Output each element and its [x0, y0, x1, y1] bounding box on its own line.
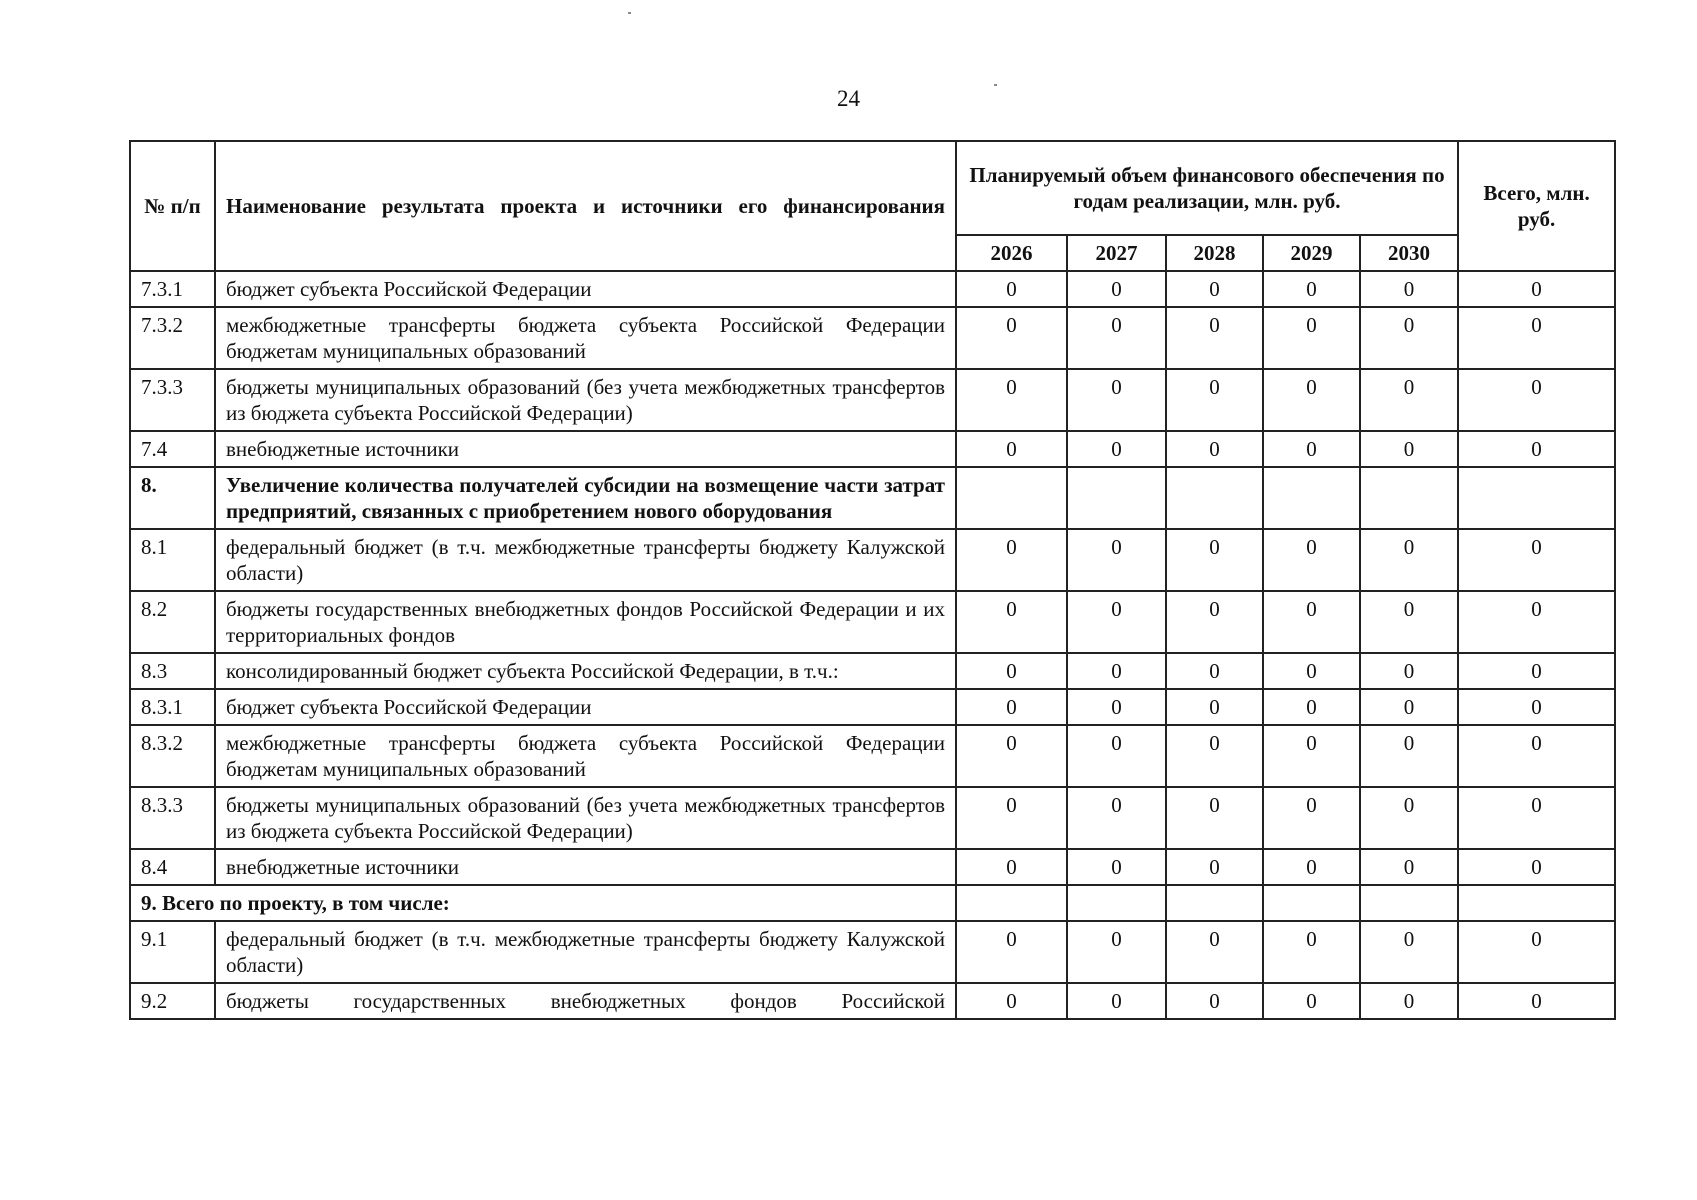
row-value: 0 [1360, 591, 1458, 653]
header-num: № п/п [130, 141, 215, 271]
row-total: 0 [1458, 653, 1615, 689]
row-value: 0 [956, 591, 1067, 653]
row-value: 0 [1166, 271, 1263, 307]
row-value: 0 [1263, 725, 1360, 787]
row-total: 0 [1458, 307, 1615, 369]
row-value: 0 [956, 725, 1067, 787]
table-row [130, 307, 1615, 369]
row-num: 8.3.2 [130, 725, 215, 787]
row-num: 8. [130, 467, 215, 529]
table-row [130, 983, 1615, 1019]
row-name: Увеличение количества получателей субсидии на возмещение части затрат предприятий, связанных с приобретением нового оборудования [215, 467, 956, 529]
row-name: внебюджетные источники [215, 849, 956, 885]
row-num: 7.3.3 [130, 369, 215, 431]
row-value: 0 [956, 983, 1067, 1019]
row-value: 0 [1067, 983, 1166, 1019]
table-row [130, 849, 1615, 885]
row-value: 0 [1067, 431, 1166, 467]
row-value: 0 [1263, 653, 1360, 689]
table-row [130, 787, 1615, 849]
row-value: 0 [1067, 653, 1166, 689]
row-value: 0 [1263, 689, 1360, 725]
row-value: 0 [1263, 271, 1360, 307]
row-total: 0 [1458, 983, 1615, 1019]
row-name: бюджеты муниципальных образований (без учета межбюджетных трансфертов из бюджета субъекта Российской Федерации) [215, 787, 956, 849]
table-row [130, 271, 1615, 307]
row-name: федеральный бюджет (в т.ч. межбюджетные трансферты бюджету Калужской области) [215, 921, 956, 983]
row-value: 0 [1166, 983, 1263, 1019]
row-value: 0 [1067, 271, 1166, 307]
row-name: бюджеты государственных внебюджетных фондов Российской Федерации и их территориальных фондов [215, 591, 956, 653]
row-value: 0 [1263, 849, 1360, 885]
row-value [1166, 885, 1263, 921]
row-value: 0 [1360, 271, 1458, 307]
row-name: межбюджетные трансферты бюджета субъекта Российской Федерации бюджетам муниципальных образований [215, 725, 956, 787]
row-num: 7.3.2 [130, 307, 215, 369]
row-value: 0 [956, 653, 1067, 689]
row-value [1067, 467, 1166, 529]
table-row [130, 369, 1615, 431]
row-total: 0 [1458, 271, 1615, 307]
row-value: 0 [1166, 849, 1263, 885]
row-value: 0 [1360, 369, 1458, 431]
row-num: 8.1 [130, 529, 215, 591]
total-row [130, 885, 1615, 921]
row-value: 0 [1166, 921, 1263, 983]
row-value: 0 [1166, 369, 1263, 431]
row-value: 0 [1360, 983, 1458, 1019]
header-year: 2028 [1166, 235, 1263, 271]
row-value: 0 [1067, 307, 1166, 369]
row-num: 8.3.1 [130, 689, 215, 725]
row-total [1458, 885, 1615, 921]
row-value [1360, 467, 1458, 529]
row-value: 0 [1166, 529, 1263, 591]
row-value: 0 [1360, 787, 1458, 849]
header-total: Всего, млн. руб. [1458, 141, 1615, 271]
row-value: 0 [1360, 725, 1458, 787]
row-num: 9.2 [130, 983, 215, 1019]
table-row [130, 689, 1615, 725]
row-value [1166, 467, 1263, 529]
row-value: 0 [1360, 307, 1458, 369]
page-number: 24 [837, 86, 860, 111]
row-value: 0 [1067, 591, 1166, 653]
row-num: 8.2 [130, 591, 215, 653]
row-num: 8.3 [130, 653, 215, 689]
row-name: федеральный бюджет (в т.ч. межбюджетные трансферты бюджету Калужской области) [215, 529, 956, 591]
row-value: 0 [1263, 787, 1360, 849]
header-year: 2027 [1067, 235, 1166, 271]
row-num: 8.4 [130, 849, 215, 885]
row-num: 9.1 [130, 921, 215, 983]
row-value: 0 [1067, 689, 1166, 725]
row-value: 0 [1263, 529, 1360, 591]
row-value: 0 [1360, 921, 1458, 983]
row-value: 0 [956, 307, 1067, 369]
table-row [130, 725, 1615, 787]
row-value: 0 [1360, 431, 1458, 467]
row-value: 0 [1067, 529, 1166, 591]
row-value: 0 [1067, 787, 1166, 849]
row-total: 0 [1458, 849, 1615, 885]
row-value [1263, 467, 1360, 529]
row-value: 0 [956, 921, 1067, 983]
row-value: 0 [1166, 591, 1263, 653]
row-value: 0 [1166, 653, 1263, 689]
row-value: 0 [1263, 983, 1360, 1019]
row-value: 0 [956, 787, 1067, 849]
row-total: 0 [1458, 921, 1615, 983]
row-num: 8.3.3 [130, 787, 215, 849]
row-total: 0 [1458, 689, 1615, 725]
row-value: 0 [956, 689, 1067, 725]
row-num: 7.4 [130, 431, 215, 467]
row-name: внебюджетные источники [215, 431, 956, 467]
row-value: 0 [956, 431, 1067, 467]
header-year: 2029 [1263, 235, 1360, 271]
row-value: 0 [1360, 689, 1458, 725]
row-value: 0 [1166, 787, 1263, 849]
row-value: 0 [1263, 369, 1360, 431]
row-total: 0 [1458, 431, 1615, 467]
table-row [130, 431, 1615, 467]
row-value: 0 [1263, 307, 1360, 369]
row-name: межбюджетные трансферты бюджета субъекта Российской Федерации бюджетам муниципальных образований [215, 307, 956, 369]
row-name: бюджеты государственных внебюджетных фондов Российской [215, 983, 956, 1019]
scan-speck [994, 84, 997, 86]
row-value: 0 [1067, 849, 1166, 885]
header-plan: Планируемый объем финансового обеспечения по годам реализации, млн. руб. [956, 141, 1458, 235]
header-name: Наименование результата проекта и источники его финансирования [215, 141, 956, 271]
row-value: 0 [1166, 431, 1263, 467]
row-total: 0 [1458, 591, 1615, 653]
row-value: 0 [1263, 591, 1360, 653]
row-value: 0 [956, 849, 1067, 885]
row-name: бюджеты муниципальных образований (без учета межбюджетных трансфертов из бюджета субъекта Российской Федерации) [215, 369, 956, 431]
row-value: 0 [1166, 689, 1263, 725]
row-total: 0 [1458, 529, 1615, 591]
row-name: бюджет субъекта Российской Федерации [215, 689, 956, 725]
row-value: 0 [1360, 529, 1458, 591]
row-value [1263, 885, 1360, 921]
row-value: 0 [956, 529, 1067, 591]
table-row [130, 921, 1615, 983]
table-row [130, 529, 1615, 591]
row-value: 0 [956, 369, 1067, 431]
row-value: 0 [1067, 725, 1166, 787]
row-total: 0 [1458, 725, 1615, 787]
scan-speck [628, 12, 631, 14]
row-name: консолидированный бюджет субъекта Российской Федерации, в т.ч.: [215, 653, 956, 689]
row-num: 7.3.1 [130, 271, 215, 307]
row-total [1458, 467, 1615, 529]
row-value: 0 [1067, 369, 1166, 431]
row-total: 0 [1458, 369, 1615, 431]
row-value [1360, 885, 1458, 921]
row-value [1067, 885, 1166, 921]
section-row [130, 467, 1615, 529]
table-row [130, 591, 1615, 653]
row-value: 0 [1263, 921, 1360, 983]
row-num: 9. Всего по проекту, в том числе: [130, 885, 956, 921]
row-value: 0 [956, 271, 1067, 307]
row-value: 0 [1166, 725, 1263, 787]
row-value: 0 [1360, 653, 1458, 689]
row-value: 0 [1263, 431, 1360, 467]
row-total: 0 [1458, 787, 1615, 849]
table-row [130, 653, 1615, 689]
row-value: 0 [1360, 849, 1458, 885]
header-year: 2026 [956, 235, 1067, 271]
row-value [956, 885, 1067, 921]
row-name: бюджет субъекта Российской Федерации [215, 271, 956, 307]
row-value: 0 [1067, 921, 1166, 983]
row-value: 0 [1166, 307, 1263, 369]
header-year: 2030 [1360, 235, 1458, 271]
financing-table [129, 140, 1616, 1020]
header-row [130, 141, 1615, 235]
row-value [956, 467, 1067, 529]
